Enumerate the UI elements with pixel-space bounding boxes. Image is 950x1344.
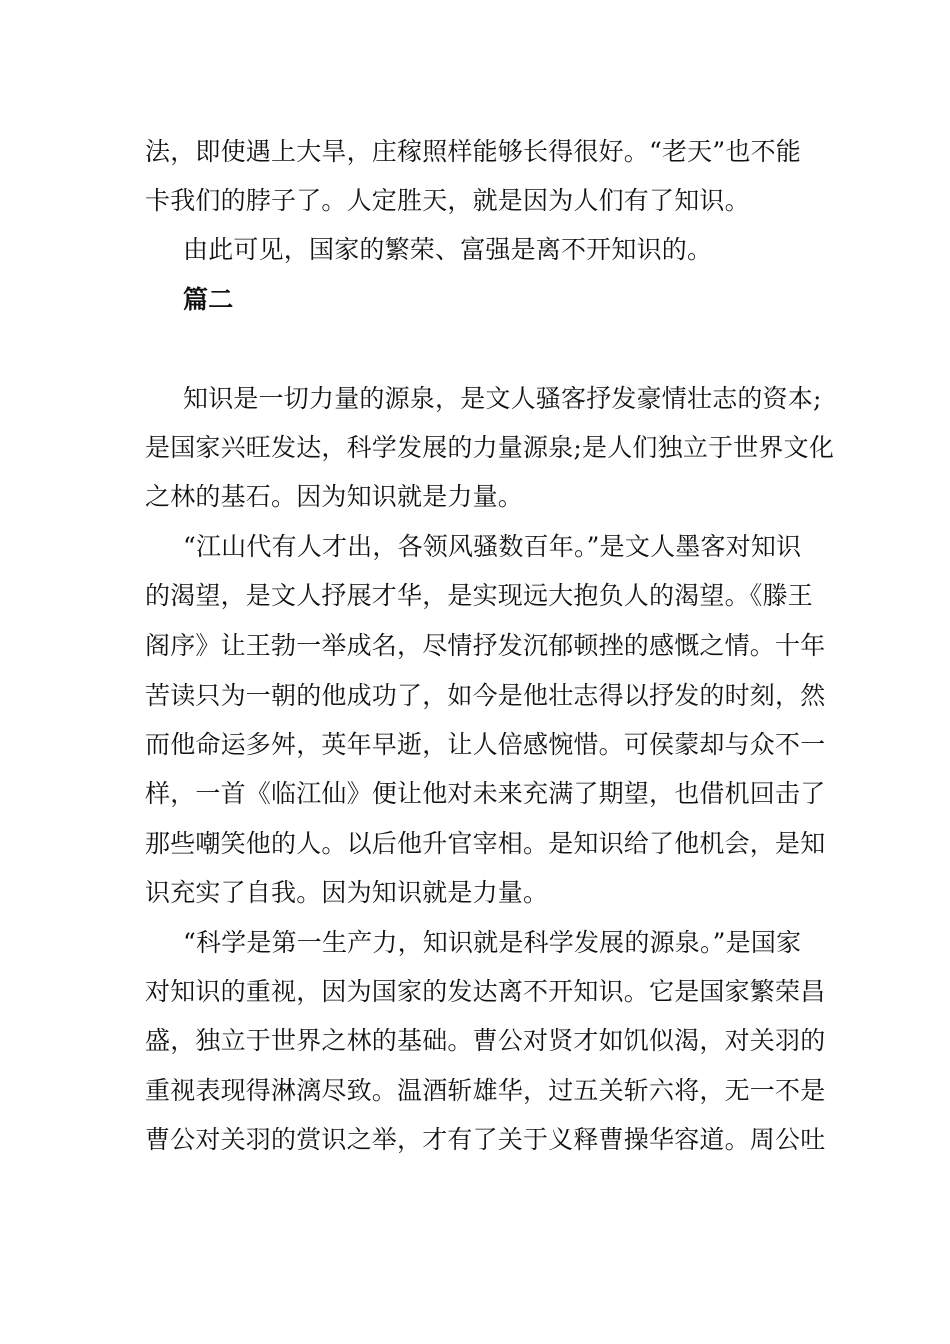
text-line: 识充实了自我。因为知识就是力量。: [145, 878, 549, 907]
text-line: 的渴望，是文人抒展才华，是实现远大抱负人的渴望。《滕王: [145, 581, 813, 610]
paragraph-start-line: 由此可见，国家的繁荣、富强是离不开知识的。: [183, 235, 713, 264]
paragraph-start-line: “江山代有人才出，各领风骚数百年。”是文人墨客对知识: [183, 532, 802, 561]
text-line: 之林的基石。因为知识就是力量。: [145, 482, 524, 511]
text-line: 卡我们的脖子了。人定胜天，就是因为人们有了知识。: [145, 186, 750, 215]
paragraph-start-line: “科学是第一生产力，知识就是科学发展的源泉。”是国家: [183, 928, 802, 957]
text-line: 那些嘲笑他的人。以后他升官宰相。是知识给了他机会，是知: [145, 829, 826, 858]
section-heading: 篇二: [183, 285, 234, 314]
text-line: 而他命运多舛，英年早逝，让人倍感惋惜。可侯蒙却与众不一: [145, 730, 826, 759]
text-line: 法，即使遇上大旱，庄稼照样能够长得很好。“老天”也不能: [145, 137, 801, 166]
text-line: 苦读只为一朝的他成功了，如今是他壮志得以抒发的时刻，然: [145, 681, 826, 710]
text-line: 阁序》让王勃一举成名，尽情抒发沉郁顿挫的感慨之情。十年: [145, 631, 826, 660]
text-line: 对知识的重视，因为国家的发达离不开知识。它是国家繁荣昌: [145, 977, 826, 1006]
text-line: 重视表现得淋漓尽致。温酒斩雄华，过五关斩六将，无一不是: [145, 1076, 826, 1105]
text-line: 是国家兴旺发达，科学发展的力量源泉;是人们独立于世界文化: [145, 433, 835, 462]
text-line: 盛，独立于世界之林的基础。曹公对贤才如饥似渴，对关羽的: [145, 1026, 826, 1055]
paragraph-start-line: 知识是一切力量的源泉，是文人骚客抒发豪情壮志的资本;: [183, 384, 822, 413]
text-line: 样，一首《临江仙》便让他对未来充满了期望，也借机回击了: [145, 779, 826, 808]
text-line: 曹公对关羽的赏识之举，才有了关于义释曹操华容道。周公吐: [145, 1125, 826, 1154]
